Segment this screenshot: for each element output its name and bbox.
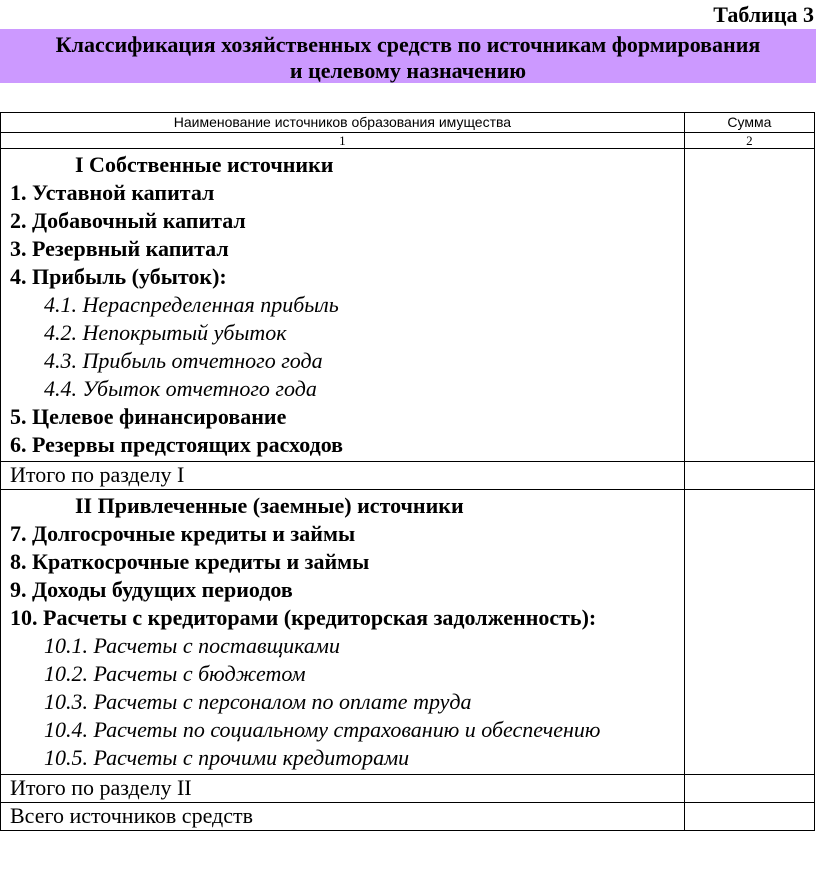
table-title-line-1: Классификация хозяйственных средств по источникам формирования: [55, 32, 761, 57]
section-2-total-sum: [684, 775, 814, 803]
item-line: 6. Резервы предстоящих расходов: [10, 432, 344, 457]
section-1-heading: I Собственные источники: [75, 152, 334, 177]
item-line: 4. Прибыль (убыток):: [10, 264, 227, 289]
grand-total-row: [1, 803, 815, 831]
grand-total-sum: [684, 803, 814, 831]
sub-item-line: 4.1. Нераспределенная прибыль: [44, 292, 339, 317]
sub-item-line: 4.4. Убыток отчетного года: [44, 376, 317, 401]
item-line: 1. Уставной капитал: [10, 180, 215, 205]
section-2-block: [1, 490, 684, 774]
sub-item-line: 10.5. Расчеты с прочими кредиторами: [44, 745, 410, 770]
item-line: 5. Целевое финансирование: [10, 404, 287, 429]
table-title-band: [0, 29, 816, 83]
section-1-cell: [1, 149, 685, 462]
table-title-line-2: и целевому назначению: [289, 58, 527, 83]
name-column-header: Наименование источников образования имущества: [1, 113, 685, 133]
item-line: 9. Доходы будущих периодов: [10, 577, 293, 602]
section-2-sum-cell: [684, 490, 814, 775]
sources-table: [0, 112, 815, 831]
sub-item-line: 10.3. Расчеты с персоналом по оплате труда: [44, 689, 472, 714]
sum-column-number: 2: [684, 133, 814, 149]
header-row: [1, 113, 815, 133]
sum-column-header: Сумма: [684, 113, 814, 133]
section-1-sum-cell: [684, 149, 814, 462]
item-line: 3. Резервный капитал: [10, 236, 229, 261]
section-2-total-label: Итого по разделу II: [1, 775, 685, 803]
section-2-total-row: [1, 775, 815, 803]
item-line: 10. Расчеты с кредиторами (кредиторская задолженность):: [10, 605, 597, 630]
sub-item-line: 10.2. Расчеты с бюджетом: [44, 661, 306, 686]
section-1-row: [1, 149, 815, 462]
section-1-block: [1, 149, 684, 461]
sub-item-line: 4.2. Непокрытый убыток: [44, 320, 287, 345]
sub-item-line: 10.1. Расчеты с поставщиками: [44, 633, 340, 658]
section-2-heading: II Привлеченные (заемные) источники: [75, 493, 464, 518]
column-number-row: [1, 133, 815, 149]
item-line: 2. Добавочный капитал: [10, 208, 246, 233]
section-1-total-sum: [684, 462, 814, 490]
grand-total-label: Всего источников средств: [1, 803, 685, 831]
sub-item-line: 4.3. Прибыль отчетного года: [44, 348, 323, 373]
item-line: 8. Краткосрочные кредиты и займы: [10, 549, 370, 574]
item-line: 7. Долгосрочные кредиты и займы: [10, 521, 356, 546]
table-number-label: Таблица 3: [713, 2, 814, 27]
section-1-total-row: [1, 462, 815, 490]
section-2-cell: [1, 490, 685, 775]
section-1-total-label: Итого по разделу I: [1, 462, 685, 490]
sub-item-line: 10.4. Расчеты по социальному страхованию и обеспечению: [44, 717, 601, 742]
name-column-number: 1: [1, 133, 685, 149]
section-2-row: [1, 490, 815, 775]
